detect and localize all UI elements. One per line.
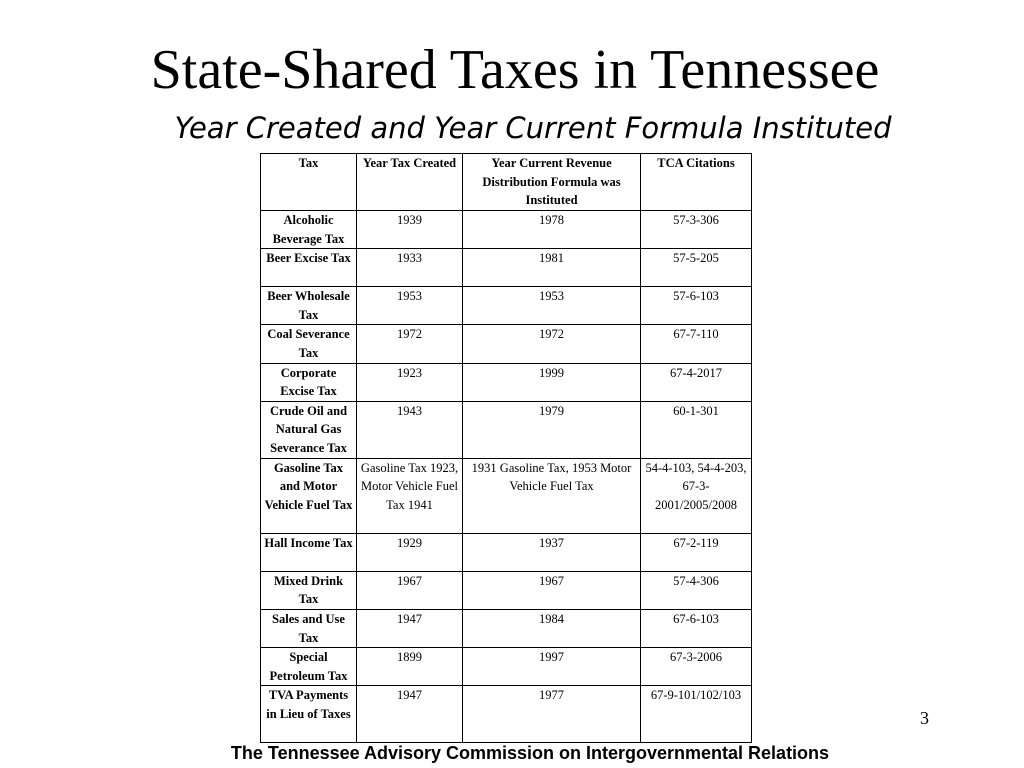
tax-name-cell: Alcoholic Beverage Tax <box>261 211 357 249</box>
citation-cell: 67-3-2006 <box>641 648 752 686</box>
tax-name-cell: Beer Excise Tax <box>261 249 357 287</box>
year-formula-cell: 1967 <box>463 571 641 609</box>
table-row <box>261 609 752 647</box>
citation-cell: 67-9-101/102/103 <box>641 686 752 743</box>
year-created-cell: Gasoline Tax 1923, Motor Vehicle Fuel Tax 1941 <box>357 458 463 533</box>
footer-organization: The Tennessee Advisory Commission on Intergovernmental Relations <box>230 743 830 763</box>
tax-name-cell: Corporate Excise Tax <box>261 363 357 401</box>
table-row <box>261 325 752 363</box>
tax-name-cell: Hall Income Tax <box>261 533 357 571</box>
year-formula-cell: 1981 <box>463 249 641 287</box>
year-created-cell: 1967 <box>357 571 463 609</box>
header-tca-citations: TCA Citations <box>641 154 752 211</box>
year-created-cell: 1923 <box>357 363 463 401</box>
table-row <box>261 571 752 609</box>
year-formula-cell: 1997 <box>463 648 641 686</box>
citation-cell: 57-4-306 <box>641 571 752 609</box>
page-number: 3 <box>920 708 929 728</box>
table-row <box>261 533 752 571</box>
table-row <box>261 211 752 249</box>
citation-cell: 60-1-301 <box>641 401 752 458</box>
citation-cell: 57-5-205 <box>641 249 752 287</box>
citation-cell: 67-6-103 <box>641 609 752 647</box>
citation-cell: 57-6-103 <box>641 287 752 325</box>
year-created-cell: 1939 <box>357 211 463 249</box>
year-formula-cell: 1977 <box>463 686 641 743</box>
year-formula-cell: 1978 <box>463 211 641 249</box>
tax-table <box>260 153 752 743</box>
tax-name-cell: Coal Severance Tax <box>261 325 357 363</box>
year-formula-cell: 1937 <box>463 533 641 571</box>
slide-subtitle: Year Created and Year Current Formula Instituted <box>174 111 892 145</box>
year-formula-cell: 1984 <box>463 609 641 647</box>
year-created-cell: 1943 <box>357 401 463 458</box>
year-created-cell: 1947 <box>357 609 463 647</box>
year-formula-cell: 1931 Gasoline Tax, 1953 Motor Vehicle Fuel Tax <box>463 458 641 533</box>
slide-title: State-Shared Taxes in Tennessee <box>150 39 880 101</box>
citation-cell: 67-4-2017 <box>641 363 752 401</box>
header-tax: Tax <box>261 154 357 211</box>
header-year-formula: Year Current Revenue Distribution Formula was Instituted <box>463 154 641 211</box>
table-header-row <box>261 154 752 211</box>
tax-name-cell: Crude Oil and Natural Gas Severance Tax <box>261 401 357 458</box>
table-row <box>261 287 752 325</box>
table-row <box>261 401 752 458</box>
year-created-cell: 1933 <box>357 249 463 287</box>
table-row <box>261 648 752 686</box>
year-formula-cell: 1999 <box>463 363 641 401</box>
citation-cell: 67-2-119 <box>641 533 752 571</box>
year-created-cell: 1947 <box>357 686 463 743</box>
year-created-cell: 1953 <box>357 287 463 325</box>
header-year-created: Year Tax Created <box>357 154 463 211</box>
table-row <box>261 249 752 287</box>
citation-cell: 54-4-103, 54-4-203, 67-3-2001/2005/2008 <box>641 458 752 533</box>
table-row <box>261 686 752 743</box>
tax-name-cell: Beer Wholesale Tax <box>261 287 357 325</box>
tax-name-cell: TVA Payments in Lieu of Taxes <box>261 686 357 743</box>
year-formula-cell: 1953 <box>463 287 641 325</box>
tax-name-cell: Gasoline Tax and Motor Vehicle Fuel Tax <box>261 458 357 533</box>
citation-cell: 67-7-110 <box>641 325 752 363</box>
tax-name-cell: Mixed Drink Tax <box>261 571 357 609</box>
year-formula-cell: 1972 <box>463 325 641 363</box>
tax-name-cell: Special Petroleum Tax <box>261 648 357 686</box>
tax-name-cell: Sales and Use Tax <box>261 609 357 647</box>
table-row <box>261 458 752 533</box>
year-formula-cell: 1979 <box>463 401 641 458</box>
year-created-cell: 1929 <box>357 533 463 571</box>
year-created-cell: 1899 <box>357 648 463 686</box>
year-created-cell: 1972 <box>357 325 463 363</box>
table-row <box>261 363 752 401</box>
citation-cell: 57-3-306 <box>641 211 752 249</box>
